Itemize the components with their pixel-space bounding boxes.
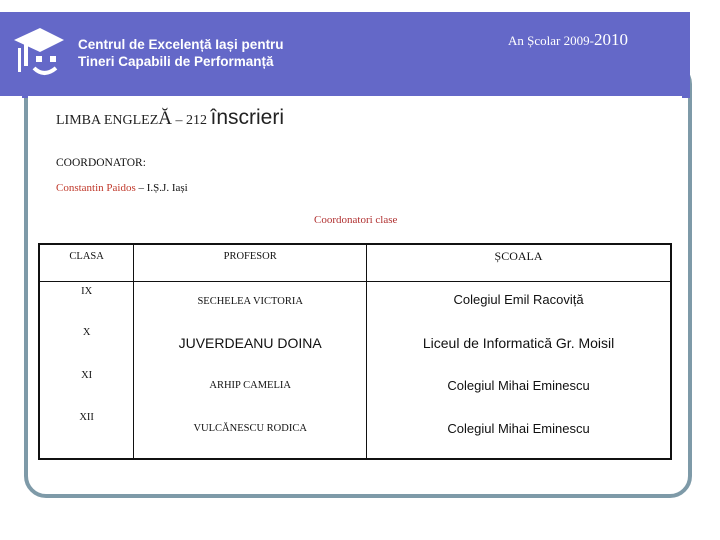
title-part-3: – 212 [172, 113, 211, 128]
coordinator-label: COORDONATOR: [56, 157, 146, 169]
coordinator-name: Constantin Paidos [56, 182, 136, 194]
organization-name [78, 36, 284, 70]
title-part-4: înscrieri [210, 106, 285, 129]
school-cell: Colegiul Emil Racoviță [453, 292, 584, 307]
title-part-1: LIMBA ENGLEZ [56, 113, 159, 128]
coordinator-info [56, 182, 188, 194]
teacher-cell: VULCĂNESCU RODICA [193, 423, 307, 434]
class-cell: XII [79, 412, 94, 423]
teacher-cell: ARHIP CAMELIA [209, 380, 291, 391]
org-line-2: Tineri Capabili de Performanță [78, 54, 274, 69]
table-header-row [39, 244, 671, 282]
year-mid: 2009- [563, 33, 594, 48]
class-coordinators-label: Coordonatori clase [314, 214, 398, 226]
school-cell: Liceul de Informatică Gr. Moisil [422, 335, 615, 351]
school-cell: Colegiul Mihai Eminescu [447, 378, 590, 393]
year-end: 2010 [593, 30, 628, 49]
header-clasa: CLASA [39, 244, 134, 282]
class-cell: IX [81, 286, 93, 297]
teacher-column [134, 282, 367, 460]
page-title [56, 106, 284, 130]
org-line-1: Centrul de Excelență Iași pentru [78, 37, 284, 52]
graduation-cap-face-icon [10, 22, 66, 82]
teacher-cell: SECHELEA VICTORIA [197, 296, 303, 307]
school-column [367, 282, 671, 460]
school-year [508, 30, 628, 50]
class-cell: X [82, 327, 91, 338]
school-cell: Colegiul Mihai Eminescu [447, 421, 590, 436]
title-part-2: Ă [158, 108, 172, 129]
table-body-row [39, 282, 671, 460]
class-column [39, 282, 134, 460]
year-prefix: An Școlar [508, 33, 564, 48]
teacher-cell: JUVERDEANU DOINA [178, 335, 322, 351]
header-profesor: PROFESOR [134, 244, 367, 282]
header-scoala: ȘCOALA [367, 244, 671, 282]
coordinator-institution: – I.Ș.J. Iași [135, 182, 188, 194]
coordinators-table [38, 243, 672, 460]
class-cell: XI [81, 370, 93, 381]
